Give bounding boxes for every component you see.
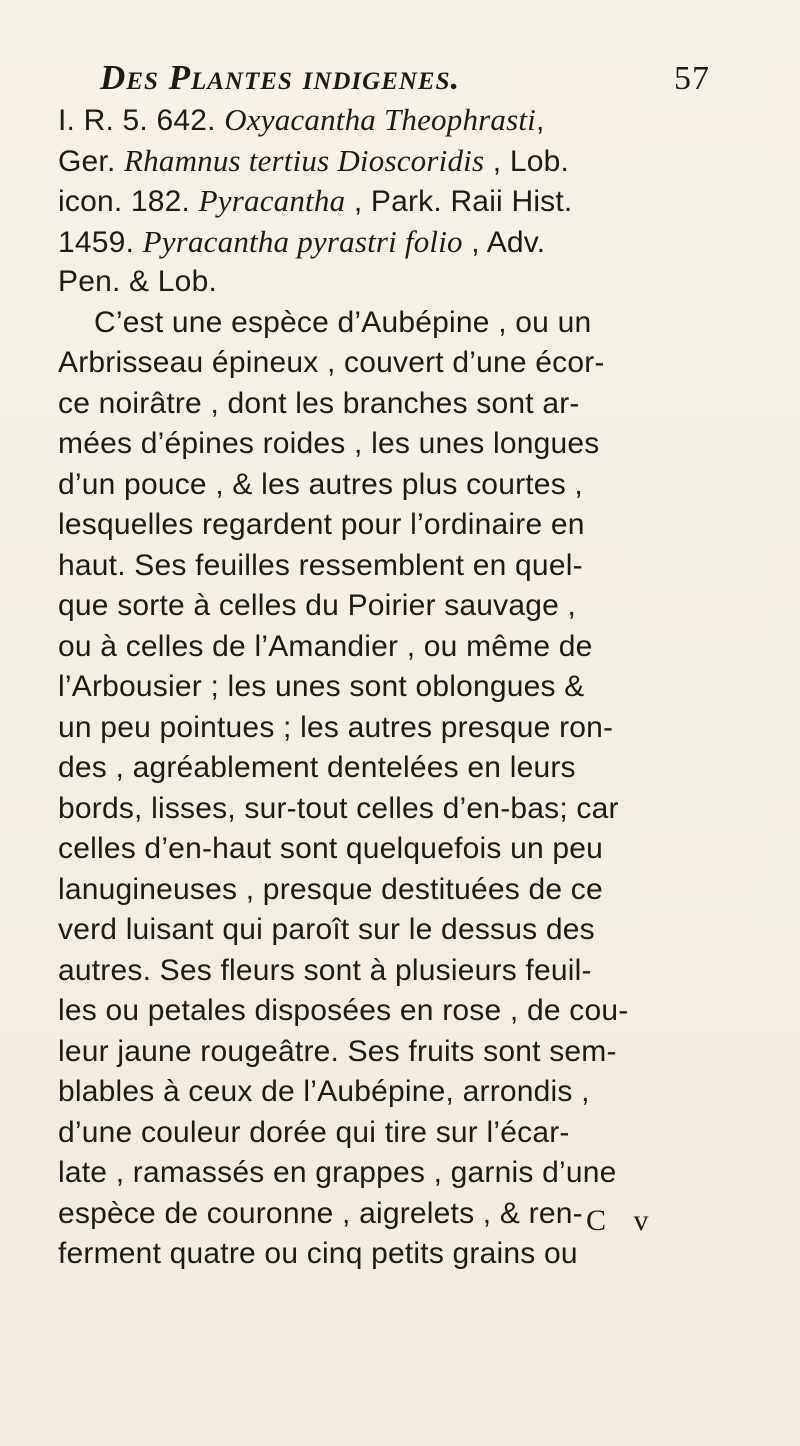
text-run: un peu pointues ; les autres presque ron-	[58, 710, 614, 744]
text-run: Pen. & Lob.	[58, 265, 217, 298]
text-line	[58, 870, 788, 911]
text-run: espèce de couronne , aigrelets , & ren-	[58, 1196, 583, 1230]
text-run: Ger.	[58, 144, 125, 178]
text-line	[58, 789, 788, 830]
text-line	[58, 1072, 788, 1113]
text-run: Arbrisseau épineux , couvert d’une écor-	[58, 346, 605, 379]
text-line	[58, 141, 788, 182]
text-run: , Adv.	[462, 225, 546, 259]
text-line	[58, 1194, 788, 1235]
text-line	[58, 910, 788, 951]
text-line	[58, 384, 788, 425]
text-line	[58, 222, 788, 263]
text-run: lanugineuses , presque destituées de ce	[58, 872, 603, 906]
text-line	[58, 748, 788, 789]
text-line	[58, 586, 788, 627]
text-line	[58, 667, 788, 708]
running-title: Des Plantes indigenes.	[100, 58, 461, 97]
text-line	[58, 1032, 788, 1073]
text-line	[58, 343, 788, 384]
text-run: 1459.	[58, 225, 143, 259]
text-line	[58, 100, 788, 141]
text-line	[58, 1113, 788, 1154]
text-run: blables à ceux de l’Aubépine, arrondis ,	[58, 1075, 590, 1108]
text-run: autres. Ses fleurs sont à plusieurs feuil-	[58, 953, 592, 987]
text-line	[58, 708, 788, 749]
text-run: lesquelles regardent pour l’ordinaire en	[58, 508, 585, 541]
text-line	[58, 546, 788, 587]
text-line	[58, 1153, 788, 1194]
text-run: bords, lisses, sur-tout celles d’en-bas; car	[58, 791, 619, 825]
latin-name: Oxyacantha Theophrasti	[224, 102, 537, 137]
text-run: icon. 182.	[58, 185, 199, 218]
text-run: , Lob.	[484, 144, 570, 178]
text-run: que sorte à celles du Poirier sauvage ,	[58, 589, 577, 622]
text-line	[58, 505, 788, 546]
text-run: ce noirâtre , dont les branches sont ar-	[58, 386, 580, 420]
text-line	[58, 951, 788, 992]
latin-name: Pyracantha	[198, 183, 346, 218]
running-header	[100, 58, 710, 106]
text-run: late , ramassés en grappes , garnis d’une	[58, 1156, 617, 1189]
text-run: haut. Ses feuilles ressemblent en quel-	[58, 548, 583, 582]
text-run: ferment quatre ou cinq petits grains ou	[58, 1237, 578, 1270]
text-line	[58, 465, 788, 506]
text-run: verd luisant qui paroît sur le dessus des	[58, 913, 595, 946]
text-line	[58, 1234, 788, 1275]
text-run: des , agréablement dentelées en leurs	[58, 751, 576, 784]
text-run: leur jaune rougeâtre. Ses fruits sont sem-	[58, 1034, 617, 1068]
latin-name: Pyracantha pyrastri folio	[142, 223, 463, 259]
page-number: 57	[674, 60, 710, 97]
text-run: d’une couleur dorée qui tire sur l’écar-	[58, 1115, 570, 1149]
text-run: ,	[536, 104, 545, 137]
text-line	[58, 262, 788, 303]
text-line	[58, 991, 788, 1032]
signature-mark: C v	[586, 1204, 659, 1237]
text-run: l’Arbousier ; les unes sont oblongues &	[58, 670, 585, 703]
text-run: ou à celles de l’Amandier , ou même de	[58, 629, 593, 663]
body-text	[58, 100, 788, 1275]
text-line	[58, 829, 788, 870]
text-run: d’un pouce , & les autres plus courtes ,	[58, 467, 583, 501]
text-line	[58, 303, 788, 344]
latin-name: Rhamnus tertius Dioscoridis	[124, 142, 485, 178]
text-line	[58, 181, 788, 222]
text-line	[58, 424, 788, 465]
text-run: C’est une espèce d’Aubépine , ou un	[94, 305, 592, 339]
text-run: I. R. 5. 642.	[58, 104, 225, 137]
text-line	[58, 627, 788, 668]
text-run: mées d’épines roides , les unes longues	[58, 427, 600, 460]
text-run: , Park. Raii Hist.	[345, 185, 573, 218]
text-run: les ou petales disposées en rose , de cou-	[58, 994, 629, 1027]
text-run: celles d’en-haut sont quelquefois un peu	[58, 832, 604, 865]
